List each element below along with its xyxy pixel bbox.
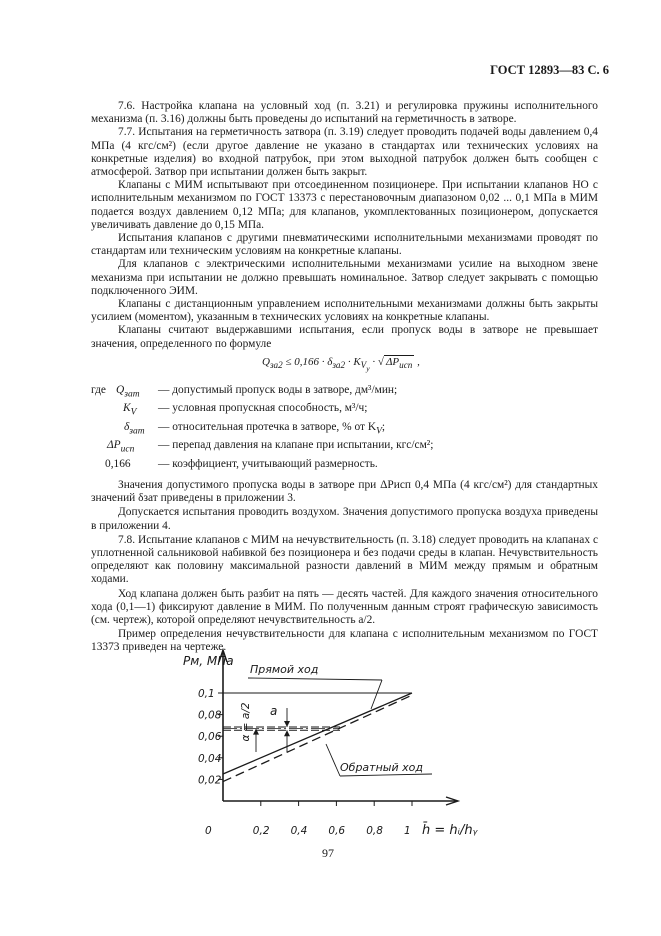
definition-desc: — перепад давления на клапане при испытании, кгс/см²; [158, 439, 434, 452]
paragraph-remote: Клапаны с дистанционным управлением исполнительными механизмами должны быть закрыты усилием (моментом), указанным в технических условиях на конкретные клапаны. [91, 298, 598, 324]
page-number: 97 [322, 846, 334, 860]
label-reverse-stroke: Обратный ход [340, 761, 423, 774]
formula-k-sub: V [360, 360, 367, 371]
formula-root-sub: исп [399, 360, 413, 371]
label-direct-underline [248, 678, 382, 680]
x-tick-label: 1 [404, 825, 411, 837]
definition-desc: — коэффициент, учитывающий размерность. [158, 457, 378, 470]
definition-symbol-main: ΔP [107, 439, 121, 452]
formula-dot: · [369, 356, 376, 368]
paragraph-7-7: 7.7. Испытания на герметичность затвора (п. 3.19) следует проводить подачей воды давлением 0,4 МПа (4 кгс/см²) (если другое давление не указано в стандартах или технических условиях на конкретные изделия) во входной патрубок, при этом выходной патрубок должен быть сообщен с атмосферой. Затвор при испытании должен быть закрыт. [91, 126, 598, 179]
label-a-half: α = a/2 [240, 702, 252, 742]
formula-tail: , [414, 356, 420, 368]
x-tick-label: 0,6 [328, 825, 346, 837]
paragraph-criterion: Клапаны считают выдержавшими испытания, если пропуск воды в затворе не превышает значения, определенного по формуле [91, 324, 598, 350]
paragraph-air: Допускается испытания проводить воздухом. Значения допустимого пропуска воздуха приведены в приложении 4. [91, 506, 598, 532]
leakage-formula: $Q_{за2} \le 0,166 \cdot \delta_{за2} \cdot K_{V_y}$ · √ $\Delta P_{исп}$ , [262, 356, 420, 374]
paragraph-7-8: 7.8. Испытание клапанов с МИМ на нечувствительность (п. 3.18) следует проводить на клапанах с уплотненной сальниковой набивкой без позиционера и без подачи среды в клапан. Нечувствительность определяют как половину максимальной разности давлений в МИМ между прямым и обратным ходами. [91, 533, 598, 586]
definition-symbol-main: δ [124, 420, 130, 433]
dim-a-arrow-bottom [284, 730, 290, 736]
page-header: ГОСТ 12893—83 С. 6 [490, 63, 609, 77]
definition-desc: — условная пропускная способность, м³/ч; [158, 402, 368, 415]
paragraph-electric: Для клапанов с электрическими исполнительными механизмами усилие на выходном звене механизма при испытании не должно превышать номинальное. Затвор следует закрывать с помощью подключенного ЭИМ. [91, 258, 598, 297]
definition-symbol-sub: исп [120, 444, 135, 455]
definition-desc: — допустимый пропуск воды в затворе, дм³/мин; [158, 384, 398, 396]
y-tick-label: 0,1 [198, 688, 215, 700]
label-a: a [270, 704, 278, 718]
definition-prefix: где [91, 384, 106, 396]
paragraph-example: Пример определения нечувствительности для клапана с исполнительным механизмом по ГОСТ 13373 приведен на чертеже. [91, 628, 598, 654]
formula-k: · K [345, 356, 361, 368]
x-tick-label: 0,8 [366, 825, 383, 837]
definition-symbol-sub: V [130, 407, 137, 418]
x-tick-label: 0 [205, 825, 212, 837]
formula-root: ΔP [385, 356, 400, 368]
paragraph-values: Значения допустимого пропуска воды в затворе при ΔPисп 0,4 МПа (4 кгс/см²) для стандартных значений δзат приведены в приложении 3. [91, 479, 598, 505]
label-reverse-underline [340, 774, 432, 776]
label-direct-leader [371, 680, 382, 709]
x-axis-label: h̄ = hᵢ/hᵧ [422, 823, 478, 838]
y-tick-label: 0,04 [198, 752, 222, 765]
y-tick-label: 0,06 [198, 731, 222, 744]
dim-a2-arrow [253, 729, 259, 735]
paragraph-7-6: 7.6. Настройка клапана на условный ход (п. 3.21) и регулировка пружины исполнительного механизма (п. 3.16) должны быть проведены до испытаний на герметичность в затворе. [91, 100, 598, 126]
x-tick-label: 0,2 [252, 825, 270, 837]
paragraph-mim: Клапаны с МИМ испытывают при отсоединенном позиционере. При испытании клапанов НО с исполнительным механизмом по ГОСТ 13373 с перестановочным диапазоном 0,02 ... 0,1 МПа в МИМ подается воздух давлением 0,12 МПа; для клапанов, укомплектованных позиционером, допускается увеличивать давление до 0,15 МПа. [91, 179, 598, 231]
y-tick-label: 0,02 [198, 774, 222, 787]
definition-desc-main: — относительная протечка в затворе, % от K [158, 420, 377, 433]
formula-lhs-sub: за2 [269, 360, 283, 371]
y-tick-label: 0,08 [198, 709, 222, 722]
definition-symbol-main: K [123, 402, 131, 415]
paragraph-pneumatic: Испытания клапанов с другими пневматическими исполнительными механизмами проводят по стандартам или техническим условиям на конкретные клапаны. [91, 232, 598, 258]
definition-symbol-sub: зат [124, 389, 140, 400]
definition-symbol-main: Q [116, 384, 125, 396]
definition-symbol-sub: зат [129, 426, 145, 437]
x-tick-label: 0,4 [290, 825, 308, 837]
definition-desc-tail: ; [381, 420, 386, 433]
dim-a-arrow-top [284, 721, 290, 727]
definition-symbol-main: 0,166 [105, 457, 131, 470]
formula-k-subsub: y [366, 364, 370, 374]
definition-desc-sub: V [376, 426, 382, 437]
formula-delta-sub: за2 [332, 360, 346, 371]
paragraph-stroke: Ход клапана должен быть разбит на пять — десять частей. Для каждого значения относительного хода (0,1—1) фиксируют давление в МИМ. По полученным данным строят графическую зависимость (см. чертеж), которой определяют нечувствительность a/2. [91, 587, 598, 627]
label-direct-stroke: Прямой ход [250, 663, 319, 676]
formula-lhs: Q [262, 356, 270, 368]
formula-op: ≤ 0,166 · δ [282, 356, 333, 368]
label-reverse-leader [326, 744, 340, 776]
y-axis-label: Pм, МПа [183, 654, 234, 668]
